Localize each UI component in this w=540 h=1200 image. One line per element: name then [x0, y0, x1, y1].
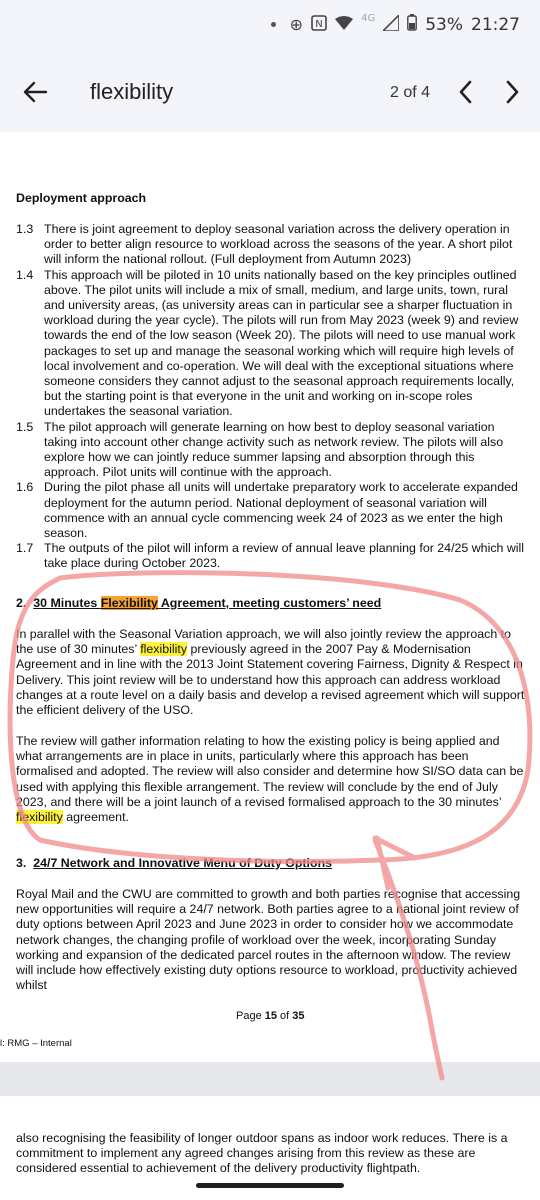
list-item-number: 1.5 [16, 419, 34, 434]
list-item [16, 420, 528, 481]
page-separator [0, 1062, 540, 1096]
section-2-title-end: Agreement, meeting customers’ need [157, 596, 382, 610]
find-in-document-toolbar [0, 52, 540, 132]
search-query-input[interactable]: flexibility [90, 79, 174, 104]
list-item [16, 480, 528, 541]
battery-icon [407, 14, 417, 35]
list-item-number: 1.7 [16, 541, 34, 556]
back-arrow-icon[interactable] [20, 76, 52, 108]
paragraph-text: The review will gather information relating to how the existing policy is being applied and what arrangements are in place in units, particularly where this approach has been formalised and adopted. The review will also consider and determine how SI/SO data can be used with applying this flexible arrangement. The review will conclude by the end of July 2023, and there will be a joint launch of a revised formalised approach to the 30 minutes’ [16, 734, 524, 809]
notification-dot [271, 22, 276, 27]
list-item-text: There is joint agreement to deploy seasonal variation across the delivery operation in order to better align resource to workload across the seasons of the year. A short pilot will inform the national rollout. (Full deployment from Autumn 2023) [44, 222, 513, 267]
section-2-number: 2. [16, 596, 27, 610]
svg-text:N: N [315, 18, 323, 30]
list-item-text: This approach will be piloted in 10 units nationally based on the key principles outlined above. The pilot units will include a mix of small, medium, and large units, town, rural and university areas, (as university areas can in particular see a sharper fluctuation in workload during the year cycle). The pilots will run from May 2023 (week 9) and review towards the end of the low season (Week 20). The pilots will need to use manual work packages to set up and manage the seasonal working which will require high levels of local involvement and co-operation. We will deal with the exceptional situations where someone considers they cannot adjust to the seasonal approach requirements locally, but the starting point is that everyone in the unit and working on in-scope roles undertakes the seasonal variation. [44, 267, 519, 419]
section-3-heading [16, 856, 332, 871]
list-item-number: 1.4 [16, 267, 34, 282]
numbered-list [16, 222, 528, 572]
section-2-title-start: 30 Minutes [33, 596, 101, 610]
signal-icon [383, 15, 399, 35]
section-3-number: 3. [16, 856, 27, 870]
page-number [236, 1010, 305, 1022]
classification-label: l: RMG – Internal [0, 1038, 72, 1049]
section-2-heading [16, 596, 381, 611]
section-3-paragraph: Royal Mail and the CWU are committed to growth and both parties recognise that accessing new opportunities will require a 24/7 network. Both parties agree to a national joint review of duty options between April 2023 and June 2023 in order to consider how we accommodate network changes, the changing profile of workload over the week, incorporating Sunday working and expansion of the dedicated parcel routes in the afternoon window. The review will include how effectively existing duty options resource to workload, productivity achieved whilst [16, 887, 521, 993]
network-type: 4G [361, 13, 376, 24]
list-item-number: 1.6 [16, 480, 34, 495]
next-result-chevron-icon[interactable] [500, 78, 524, 106]
list-item-text: The outputs of the pilot will inform a review of annual leave planning for 24/25 which will take place during October 2023. [44, 541, 525, 571]
paragraph-text: agreement. [62, 810, 129, 825]
list-item [16, 268, 528, 420]
data-saver-icon: ⊕ [289, 15, 304, 34]
search-match: flexibility [16, 810, 63, 825]
list-item [16, 541, 528, 571]
list-item-text: During the pilot phase all units will undertake preparatory work to accelerate expanded deployment for the autumn period. National deployment of seasonal variation will commence with an annual cycle commencing week 24 of 2023 as we enter the high season. [44, 480, 518, 541]
nfc-icon [311, 15, 327, 35]
status-icons [271, 14, 520, 35]
search-match: flexibility [140, 642, 188, 657]
section-3-title: 24/7 Network and Innovative Menu of Duty Options [33, 856, 333, 870]
paragraph-text: previously agreed in the 2007 Pay & Modernisation Agreement and in line with the 2013 Joint Statement covering Fairness, Dignity & Respect in Delivery. This joint review will be to understand how this approach can address workload changes at a route level on a daily basis and develop a revised agreement which will support the efficient delivery of the USO. [16, 642, 525, 718]
status-bar [0, 0, 540, 52]
previous-result-chevron-icon[interactable] [454, 78, 478, 106]
list-item-number: 1.3 [16, 222, 34, 236]
clock: 21:27 [471, 14, 520, 35]
page-total: 35 [292, 1010, 305, 1022]
list-item-text: The pilot approach will generate learning on how best to deploy seasonal variation taking into account other change activity such as network review. The pilots will also explore how we can jointly reduce summer lapsing and absorption through this approach. Pilot units will continue with the approach. [44, 419, 504, 480]
current-search-match: Flexibility [100, 596, 158, 610]
page-label: Page [236, 1010, 265, 1022]
paragraph-text: In parallel with the Seasonal Variation approach, we will also jointly review the approach to the use of 30 minutes’ [16, 627, 511, 657]
system-navigation-bar [0, 1170, 540, 1200]
section-2-paragraph-2 [16, 734, 528, 825]
home-gesture-handle[interactable] [196, 1183, 344, 1188]
page-current: 15 [264, 1010, 277, 1022]
list-item [16, 222, 528, 268]
battery-percent: 53% [425, 14, 463, 35]
wifi-icon [335, 15, 353, 34]
page-of: of [277, 1010, 293, 1022]
next-page-paragraph: also recognising the feasibility of longer outdoor spans as indoor work reduces. There is a commitment to implement any agreed changes arising from this review as these are considered essential to achievement of the delivery productivity flightpath. [16, 1131, 508, 1176]
section-2-paragraph-1 [16, 627, 528, 718]
section-2-title [33, 596, 381, 610]
search-result-count: 2 of 4 [390, 84, 431, 101]
section-heading: Deployment approach [16, 191, 147, 205]
